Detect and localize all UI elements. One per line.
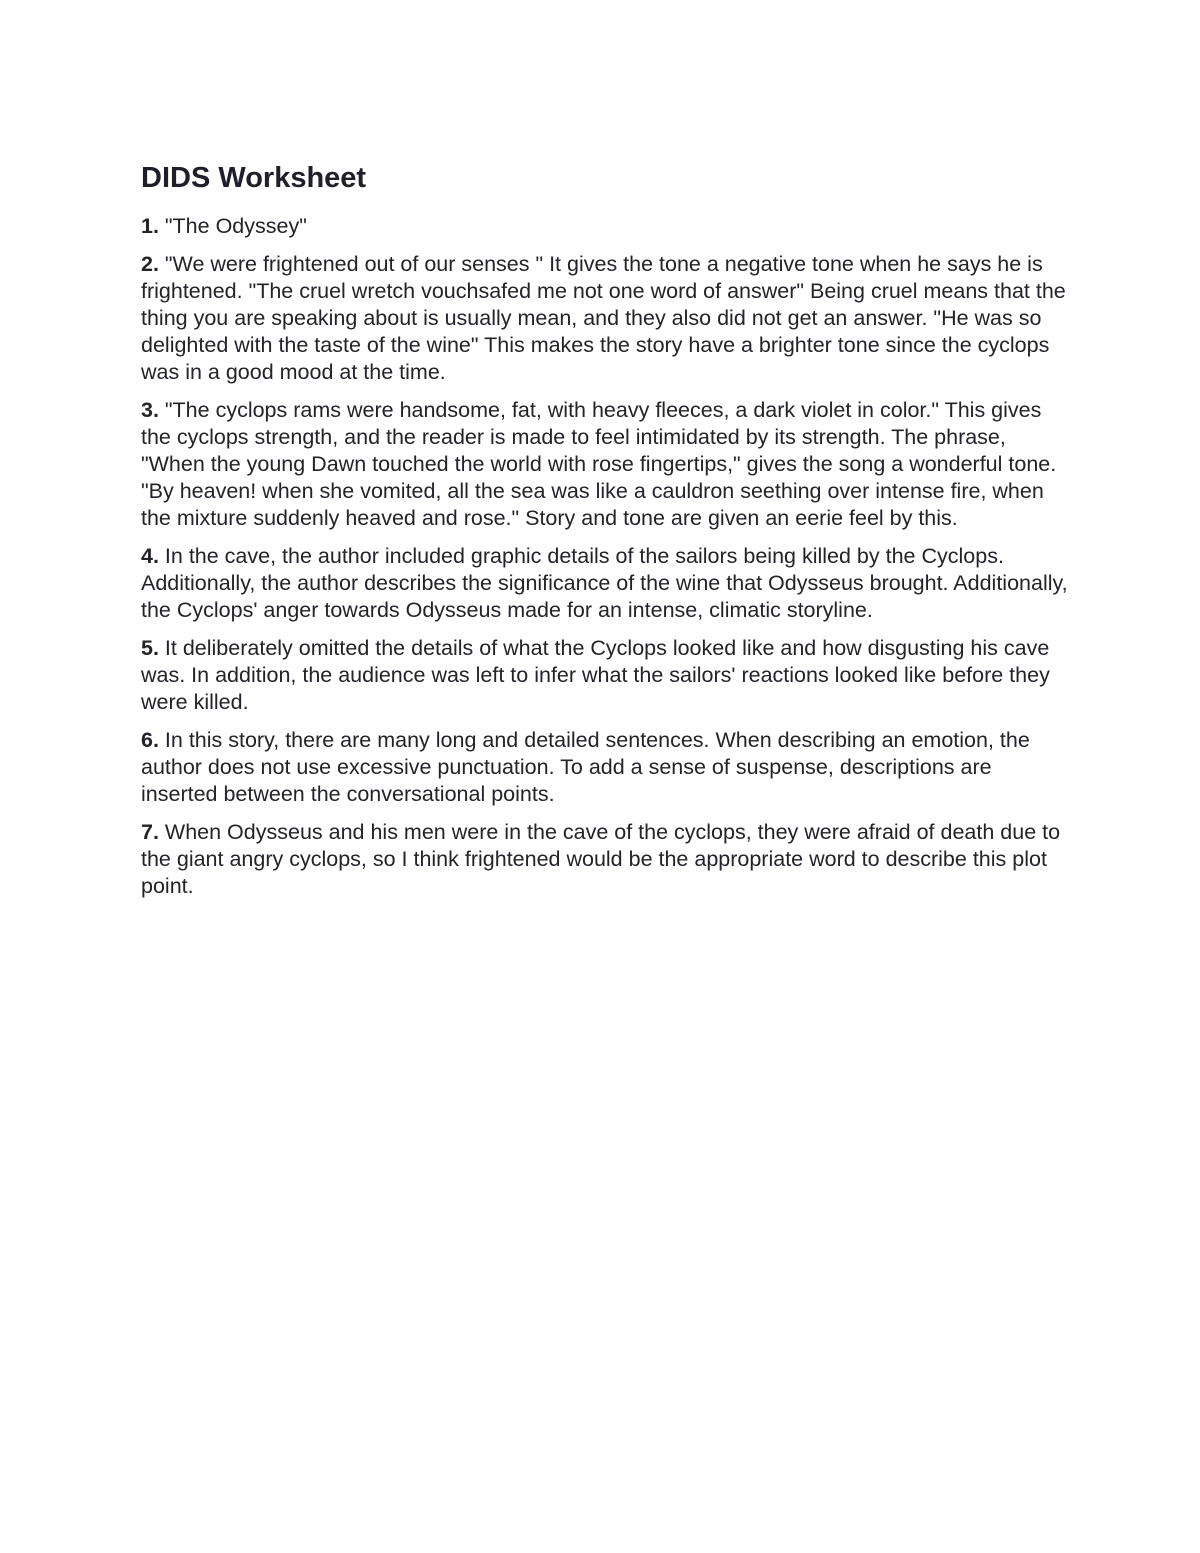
answer-3 [141, 397, 1071, 532]
answer-text: It deliberately omitted the details of what the Cyclops looked like and how disgusting his cave was. In addition, the audience was left to infer what the sailors' reactions looked like before they were killed. [141, 636, 1050, 714]
answer-text: In the cave, the author included graphic details of the sailors being killed by the Cyclops. Additionally, the author describes the significance of the wine that Odysseus brought. Additionally, the Cyclops' anger towards Odysseus made for an intense, climatic storyline. [141, 544, 1068, 622]
answer-number: 2. [141, 252, 159, 276]
answer-2 [141, 251, 1071, 386]
answer-number: 4. [141, 544, 159, 568]
answer-text: "The cyclops rams were handsome, fat, with heavy fleeces, a dark violet in color." This gives the cyclops strength, and the reader is made to feel intimidated by its strength. The phrase, "When the young Dawn touched the world with rose fingertips," gives the song a wonderful tone. "By heaven! when she vomited, all the sea was like a cauldron seething over intense fire, when the mixture suddenly heaved and rose." Story and tone are given an eerie feel by this. [141, 398, 1057, 530]
answer-text: In this story, there are many long and detailed sentences. When describing an emotion, the author does not use excessive punctuation. To add a sense of suspense, descriptions are inserted between the conversational points. [141, 728, 1030, 806]
answer-text: "The Odyssey" [164, 214, 307, 238]
answer-number: 3. [141, 398, 159, 422]
answer-7 [141, 819, 1071, 900]
answer-number: 6. [141, 728, 159, 752]
answer-6 [141, 727, 1071, 808]
answer-1 [141, 213, 1071, 240]
answer-4 [141, 543, 1071, 624]
answer-number: 1. [141, 214, 159, 238]
answer-number: 5. [141, 636, 159, 660]
answer-number: 7. [141, 820, 159, 844]
document-title: DIDS Worksheet [141, 162, 367, 194]
answer-5 [141, 635, 1071, 716]
answer-text: When Odysseus and his men were in the cave of the cyclops, they were afraid of death due to the giant angry cyclops, so I think frightened would be the appropriate word to describe this plot point. [141, 820, 1061, 898]
answer-text: "We were frightened out of our senses " It gives the tone a negative tone when he says he is frightened. "The cruel wretch vouchsafed me not one word of answer" Being cruel means that the thing you are speaking about is usually mean, and they also did not get an answer. "He was so delighted with the taste of the wine" This makes the story have a brighter tone since the cyclops was in a good mood at the time. [141, 252, 1066, 384]
document-page [141, 158, 1071, 911]
